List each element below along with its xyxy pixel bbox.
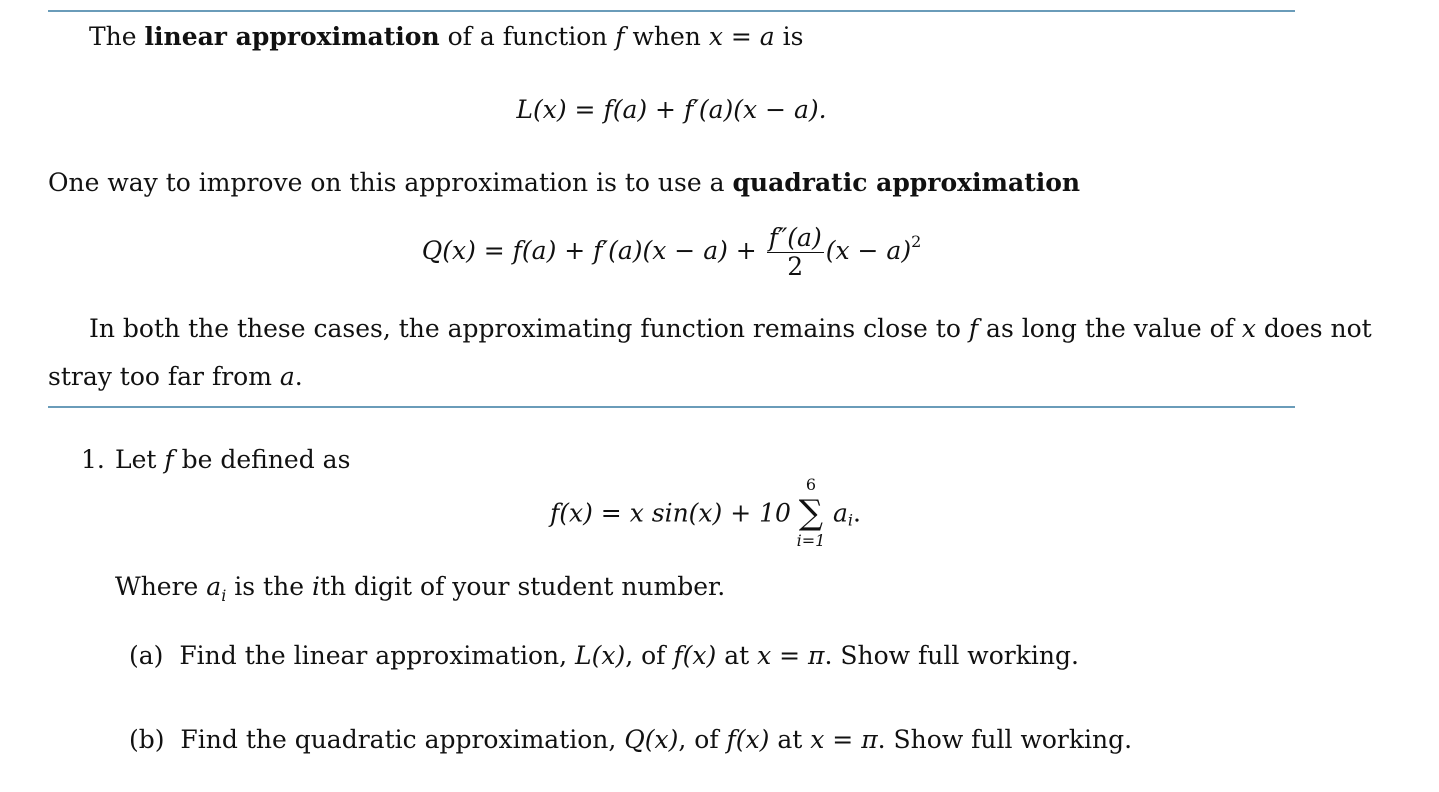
linear-approximation-term: linear approximation bbox=[144, 22, 440, 51]
math-Q-of-x: Q(x) bbox=[624, 725, 679, 754]
text-segment: The bbox=[89, 22, 145, 51]
formula-lhs: Q(x) = f(a) + f′(a)(x − a) + bbox=[421, 236, 765, 265]
text-segment: be defined as bbox=[173, 445, 351, 474]
math-x-equals-pi: x = π bbox=[810, 725, 878, 754]
math-a: a bbox=[279, 362, 295, 391]
text-segment: at bbox=[716, 641, 758, 670]
where-line bbox=[115, 572, 725, 611]
formula-tail: (x − a) bbox=[825, 236, 912, 265]
text-segment: as long the value of bbox=[978, 314, 1242, 343]
linear-approx-intro bbox=[89, 22, 804, 52]
part-label: (a) bbox=[129, 641, 164, 670]
second-derivative-fraction bbox=[767, 224, 824, 281]
summation-upper-limit: 6 bbox=[805, 475, 817, 494]
exponent: 2 bbox=[911, 232, 922, 251]
formula-text: L(x) = f(a) + f′(a)(x − a). bbox=[516, 95, 827, 124]
math-i: i bbox=[311, 572, 320, 601]
text-segment: , of bbox=[625, 641, 674, 670]
quadratic-approx-formula bbox=[48, 224, 1295, 281]
function-definition-formula bbox=[550, 475, 861, 551]
text-segment: Where bbox=[115, 572, 207, 601]
text-segment: Let bbox=[115, 445, 165, 474]
text-segment: One way to improve on this approximation is to use a bbox=[48, 168, 733, 197]
text-segment: In both the these cases, the approximating function remains close to bbox=[89, 314, 969, 343]
math-f-of-x: f(x) bbox=[673, 641, 717, 670]
formula-lhs: f(x) = x sin(x) + 10 bbox=[550, 498, 791, 528]
part-a bbox=[129, 641, 1079, 671]
formula-period: . bbox=[852, 498, 861, 528]
text-segment: Find the linear approximation, bbox=[179, 641, 576, 670]
part-label: (b) bbox=[129, 725, 165, 754]
math-f-of-x: f(x) bbox=[726, 725, 770, 754]
math-L-of-x: L(x) bbox=[575, 641, 626, 670]
question-number: 1. bbox=[81, 445, 105, 474]
fraction-numerator: f″(a) bbox=[768, 223, 822, 252]
question-let-line bbox=[115, 445, 350, 475]
text-segment: is the bbox=[226, 572, 312, 601]
part-b bbox=[129, 725, 1132, 755]
text-segment: is bbox=[774, 22, 804, 51]
text-segment: stray too far from bbox=[48, 362, 280, 391]
text-segment: does not bbox=[1255, 314, 1372, 343]
text-segment: th digit of your student number. bbox=[319, 572, 726, 601]
math-x-equals-pi: x = π bbox=[757, 641, 825, 670]
text-segment: of a function bbox=[439, 22, 616, 51]
text-segment: when bbox=[624, 22, 709, 51]
summation bbox=[793, 475, 829, 551]
text-segment: . Show full working. bbox=[824, 641, 1079, 670]
quadratic-approx-intro bbox=[48, 168, 1080, 198]
top-rule bbox=[48, 10, 1295, 12]
text-segment: at bbox=[769, 725, 811, 754]
text-segment: . bbox=[294, 362, 303, 391]
math-f: f bbox=[164, 445, 174, 474]
fraction-denominator: 2 bbox=[787, 252, 804, 281]
math-f: f bbox=[968, 314, 979, 343]
math-f: f bbox=[615, 22, 625, 51]
summation-lower-limit: i=1 bbox=[796, 531, 826, 550]
math-a: a bbox=[206, 572, 222, 601]
quadratic-approximation-term: quadratic approximation bbox=[732, 168, 1081, 197]
text-segment: . Show full working. bbox=[877, 725, 1133, 754]
math-x: x bbox=[1241, 314, 1256, 343]
bottom-rule bbox=[48, 406, 1295, 408]
math-subscript-i: i bbox=[221, 586, 227, 605]
linear-approx-formula bbox=[48, 95, 1295, 125]
summand-subscript: i bbox=[847, 510, 853, 530]
cases-paragraph-line1 bbox=[89, 314, 1372, 344]
cases-paragraph-line2 bbox=[48, 362, 303, 392]
text-segment: , of bbox=[678, 725, 727, 754]
sigma-symbol: ∑ bbox=[798, 493, 824, 533]
text-segment: Find the quadratic approximation, bbox=[180, 725, 625, 754]
math-x-equals-a: x = a bbox=[708, 22, 775, 51]
summand: a bbox=[832, 498, 848, 528]
